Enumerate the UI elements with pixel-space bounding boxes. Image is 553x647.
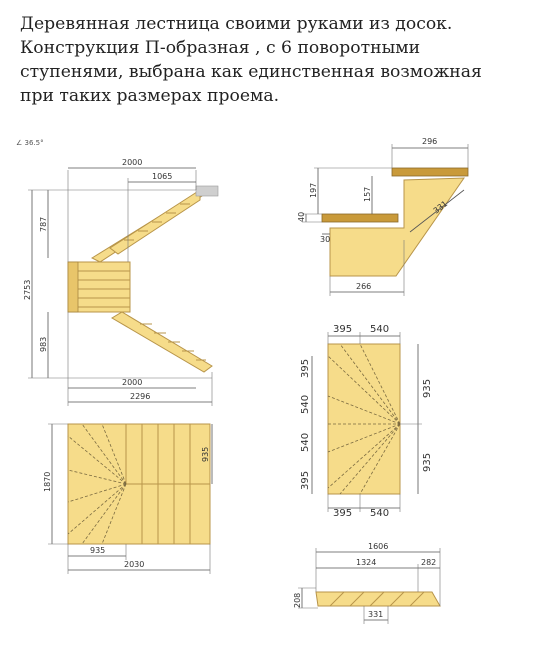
dim-1870: 1870: [43, 471, 52, 492]
winder-plan: [328, 344, 400, 494]
dim-1324: 1324: [356, 558, 377, 567]
dim-296: 296: [422, 137, 438, 146]
dim-787: 787: [39, 216, 48, 232]
dim-331-step: 331: [431, 199, 450, 216]
winder-plan-drawing: [300, 324, 433, 519]
stringer-detail-drawing: [293, 542, 440, 624]
dim-331-stringer: 331: [368, 610, 384, 619]
dim-1065: 1065: [152, 172, 173, 181]
dim-197: 197: [309, 182, 318, 198]
step-stringer: [330, 178, 464, 276]
dim-2000-top: 2000: [122, 158, 143, 167]
dim-plan-top-540: 540: [370, 324, 390, 335]
dim-plan-left-395a: 395: [300, 358, 311, 378]
dim-plan-left-395b: 395: [300, 470, 311, 490]
dim-plan-top-395: 395: [333, 324, 353, 335]
lower-flight: [112, 312, 212, 372]
lower-tread: [322, 214, 398, 222]
dim-208: 208: [293, 592, 302, 608]
side-view-drawing: [16, 139, 218, 406]
dim-2296: 2296: [130, 392, 151, 401]
plan-view-drawing: [43, 424, 212, 574]
dim-plan-right-935a: 935: [422, 378, 433, 398]
step-detail-drawing: [297, 137, 468, 296]
floor-slab: [196, 186, 218, 196]
angle-label: ∠ 36.5°: [16, 139, 44, 147]
dim-plan-bottom-540: 540: [370, 508, 390, 519]
dim-plan-left-540a: 540: [300, 394, 311, 414]
dim-282: 282: [421, 558, 437, 567]
caption-line-3: ступенями, выбрана как единственная возможная: [20, 62, 482, 82]
dim-plan-left-540b: 540: [300, 432, 311, 452]
caption-line-1: Деревянная лестница своими руками из досок.: [20, 14, 453, 34]
dim-40: 40: [297, 211, 306, 222]
dim-2000-bottom: 2000: [122, 378, 143, 387]
dim-1606: 1606: [368, 542, 389, 551]
upper-tread: [392, 168, 468, 176]
dim-2753: 2753: [23, 279, 32, 300]
dim-983: 983: [39, 336, 48, 352]
dim-plan-right-935b: 935: [422, 452, 433, 472]
dim-157: 157: [363, 186, 372, 202]
caption-line-4: при таких размерах проема.: [20, 86, 280, 106]
dim-935-right: 935: [201, 446, 210, 462]
caption-line-2: Конструкция П-образная , с 6 поворотными: [20, 38, 421, 58]
dim-935-bottom: 935: [90, 546, 106, 555]
dim-plan-bottom-395: 395: [333, 508, 353, 519]
dim-2030: 2030: [124, 560, 145, 569]
dim-266: 266: [356, 282, 372, 291]
dim-30: 30: [320, 235, 331, 244]
